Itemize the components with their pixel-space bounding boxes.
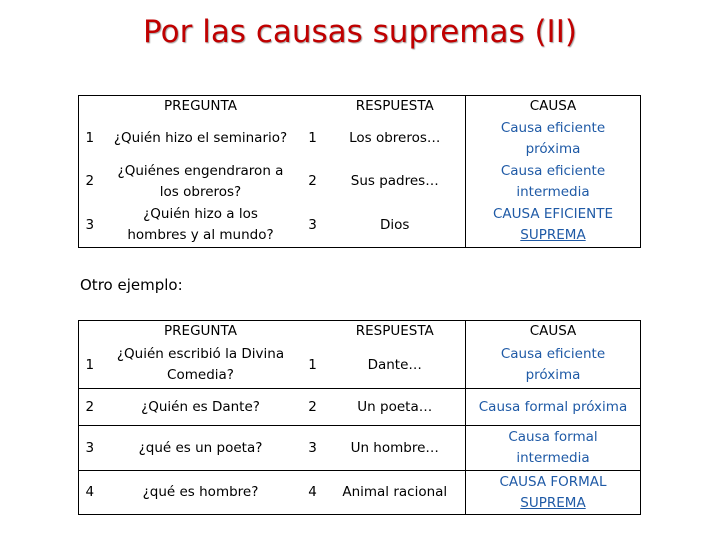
slide-title: Por las causas supremas (II) (143, 14, 577, 50)
answer-cell: Sus padres… (325, 160, 466, 204)
row-number: 4 (79, 471, 101, 515)
table-row (79, 426, 641, 471)
row-number: 3 (85, 216, 95, 233)
row-number: 2 (79, 389, 101, 426)
answer-number: 4 (301, 471, 325, 515)
table-row (79, 118, 641, 160)
answer-header: RESPUESTA (325, 96, 466, 118)
answer-cell: Dante… (325, 343, 466, 389)
cause-header: CAUSA (529, 98, 577, 115)
table-row (79, 389, 641, 426)
answer-cell: Los obreros… (325, 118, 466, 160)
question-header: PREGUNTA (164, 323, 237, 340)
table-row (79, 471, 641, 515)
answer-number: 3 (308, 216, 317, 233)
answer-cell: Animal racional (325, 471, 466, 515)
answer-number: 2 (301, 389, 325, 426)
answer-header: RESPUESTA (325, 321, 466, 343)
question-cell: ¿qué es un poeta? (101, 426, 301, 471)
answer-cell: Dios (325, 204, 466, 248)
cause-cell: CAUSA EFICIENTE SUPREMA (493, 206, 613, 244)
answer-number: 3 (301, 426, 325, 471)
cause-cell: Causa eficiente próxima (500, 346, 606, 384)
question-cell: ¿Quién hizo a los hombres y al mundo? (127, 206, 274, 244)
answer-number: 1 (308, 356, 317, 373)
question-cell: ¿Quién escribió la Divina Comedia? (116, 346, 285, 384)
row-number: 3 (79, 426, 101, 471)
causes-table-2 (78, 320, 641, 515)
question-cell: ¿qué es hombre? (101, 471, 301, 515)
answer-cell: Un hombre… (325, 426, 466, 471)
row-number: 1 (85, 130, 95, 146)
row-number: 2 (85, 173, 95, 189)
cause-cell: CAUSA FORMAL SUPREMA (466, 471, 641, 515)
answer-number: 1 (308, 130, 317, 146)
cause-cell: Causa formal próxima (466, 389, 641, 426)
table-row (79, 204, 641, 248)
question-cell: ¿Quién hizo el seminario? (113, 130, 288, 146)
table-row (79, 160, 641, 204)
cause-header: CAUSA (529, 323, 577, 340)
cause-cell: Causa eficiente intermedia (500, 162, 606, 200)
table-row (79, 343, 641, 389)
answer-cell: Un poeta… (325, 389, 466, 426)
cause-cell: Causa formal intermedia (466, 426, 641, 471)
answer-number: 2 (308, 173, 317, 189)
question-cell: ¿Quiénes engendraron a los obreros? (117, 162, 284, 200)
question-header: PREGUNTA (164, 98, 237, 115)
row-number: 1 (85, 356, 95, 373)
causes-table-1 (78, 95, 641, 248)
cause-cell: Causa eficiente próxima (500, 119, 606, 157)
question-cell: ¿Quién es Dante? (101, 389, 301, 426)
other-example-label: Otro ejemplo: (80, 276, 183, 294)
